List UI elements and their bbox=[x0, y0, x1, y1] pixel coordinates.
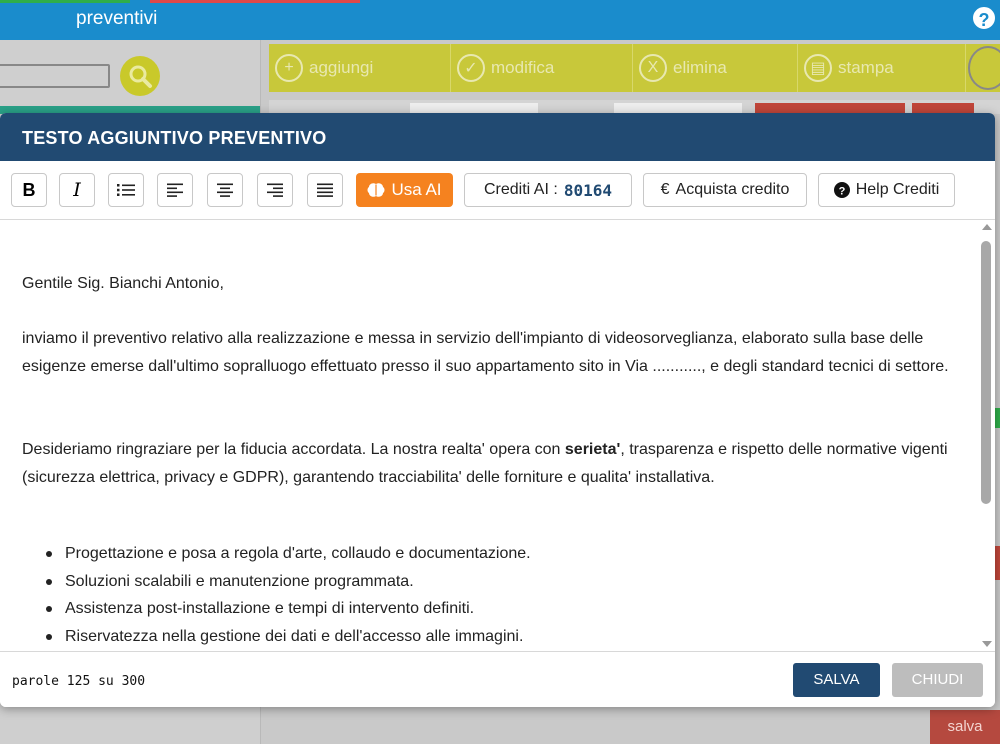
buy-credit-button[interactable] bbox=[643, 173, 807, 207]
bold-icon: B bbox=[22, 179, 36, 200]
list-item: Progettazione e posa a regola d'arte, collaudo e documentazione. bbox=[40, 540, 531, 568]
paragraph-2-end: , trasparenza e rispetto delle normative vigenti (sicurezza elettrica, privacy e GDPR), garantendo tracciabilita' delle forniture e qualita' installativa. bbox=[22, 441, 948, 486]
background-save-button[interactable]: salva bbox=[930, 710, 1000, 744]
close-button[interactable]: CHIUDI bbox=[892, 663, 983, 697]
align-justify-icon bbox=[317, 183, 333, 197]
bold-button[interactable] bbox=[11, 173, 47, 207]
use-ai-label: Usa AI bbox=[391, 180, 442, 199]
add-button[interactable] bbox=[269, 44, 451, 92]
help-credits-label: Help Crediti bbox=[855, 181, 940, 198]
bullet-list bbox=[40, 540, 531, 650]
align-right-icon bbox=[267, 183, 283, 197]
ai-credits-display bbox=[464, 173, 632, 207]
search-button[interactable] bbox=[120, 56, 160, 96]
edit-button[interactable] bbox=[451, 44, 633, 92]
search-icon bbox=[127, 63, 153, 89]
text-editor-area[interactable] bbox=[0, 220, 978, 651]
print-button[interactable] bbox=[798, 44, 966, 92]
svg-text:?: ? bbox=[838, 185, 846, 198]
list-item: Riservatezza nella gestione dei dati e dell'accesso alle immagini. bbox=[40, 623, 531, 651]
paragraph-1: inviamo il preventivo relativo alla realizzazione e messa in servizio dell'impianto di videosorveglianza, elaborato sulla base delle esigenze emerse dall'ultimo sopralluogo effettuato presso il suo appartamento sito in Via ..........., e degli standard tecnici di settore. bbox=[22, 330, 949, 375]
save-button[interactable]: SALVA bbox=[793, 663, 880, 697]
use-ai-button[interactable] bbox=[356, 173, 453, 207]
bullet-list-button[interactable] bbox=[108, 173, 144, 207]
help-credits-button[interactable] bbox=[818, 173, 955, 207]
header-accent-red bbox=[150, 0, 360, 3]
word-count: parole 125 su 300 bbox=[12, 674, 146, 689]
paragraph-2 bbox=[22, 436, 957, 492]
align-center-button[interactable] bbox=[207, 173, 243, 207]
app-title: preventivi bbox=[76, 8, 158, 29]
status-marker-green bbox=[995, 408, 1000, 428]
modal-title: TESTO AGGIUNTIVO PREVENTIVO bbox=[22, 128, 327, 148]
x-icon: X bbox=[639, 54, 667, 82]
list-item: Assistenza post-installazione e tempi di intervento definiti. bbox=[40, 595, 531, 623]
text-editor-modal bbox=[0, 113, 995, 707]
align-right-button[interactable] bbox=[257, 173, 293, 207]
editor-scrollbar[interactable] bbox=[978, 220, 995, 651]
app-header bbox=[0, 0, 1000, 40]
buy-credit-label: Acquista credito bbox=[675, 181, 790, 198]
euro-icon: € bbox=[660, 181, 670, 198]
italic-icon: I bbox=[73, 179, 81, 201]
modal-footer bbox=[0, 651, 995, 707]
question-circle-icon bbox=[834, 182, 850, 198]
align-left-icon bbox=[167, 183, 183, 197]
paragraph-2-start: Desideriamo ringraziare per la fiducia accordata. La nostra realta' opera con bbox=[22, 441, 565, 458]
scroll-down-icon[interactable] bbox=[982, 641, 992, 647]
scroll-up-icon[interactable] bbox=[982, 224, 992, 230]
delete-button[interactable] bbox=[633, 44, 798, 92]
paragraph-2-bold: serieta' bbox=[564, 441, 621, 458]
italic-button[interactable] bbox=[59, 173, 95, 207]
delete-button-label: elimina bbox=[673, 58, 727, 77]
check-icon: ✓ bbox=[457, 54, 485, 82]
brain-icon bbox=[367, 182, 385, 198]
align-justify-button[interactable] bbox=[307, 173, 343, 207]
plus-icon: + bbox=[275, 54, 303, 82]
greeting-text: Gentile Sig. Bianchi Antonio, bbox=[22, 275, 224, 292]
help-button[interactable]: ? bbox=[971, 5, 997, 31]
modal-header bbox=[0, 113, 995, 161]
add-button-label: aggiungi bbox=[309, 58, 374, 77]
align-center-icon bbox=[217, 183, 233, 197]
list-item: Soluzioni scalabili e manutenzione programmata. bbox=[40, 568, 531, 596]
search-input[interactable] bbox=[0, 64, 110, 88]
bullet-list-icon bbox=[117, 183, 135, 197]
align-left-button[interactable] bbox=[157, 173, 193, 207]
edit-button-label: modifica bbox=[491, 58, 555, 77]
printer-icon: ▤ bbox=[804, 54, 832, 82]
ai-credits-label: Crediti AI : bbox=[484, 181, 558, 198]
header-accent-green bbox=[0, 0, 130, 3]
print-button-label: stampa bbox=[838, 58, 894, 77]
editor-toolbar bbox=[0, 161, 995, 220]
ai-credits-value: 80164 bbox=[563, 180, 612, 200]
scrollbar-thumb[interactable] bbox=[981, 241, 991, 504]
forward-arrow-icon[interactable] bbox=[968, 46, 1000, 90]
status-marker-red bbox=[995, 546, 1000, 580]
